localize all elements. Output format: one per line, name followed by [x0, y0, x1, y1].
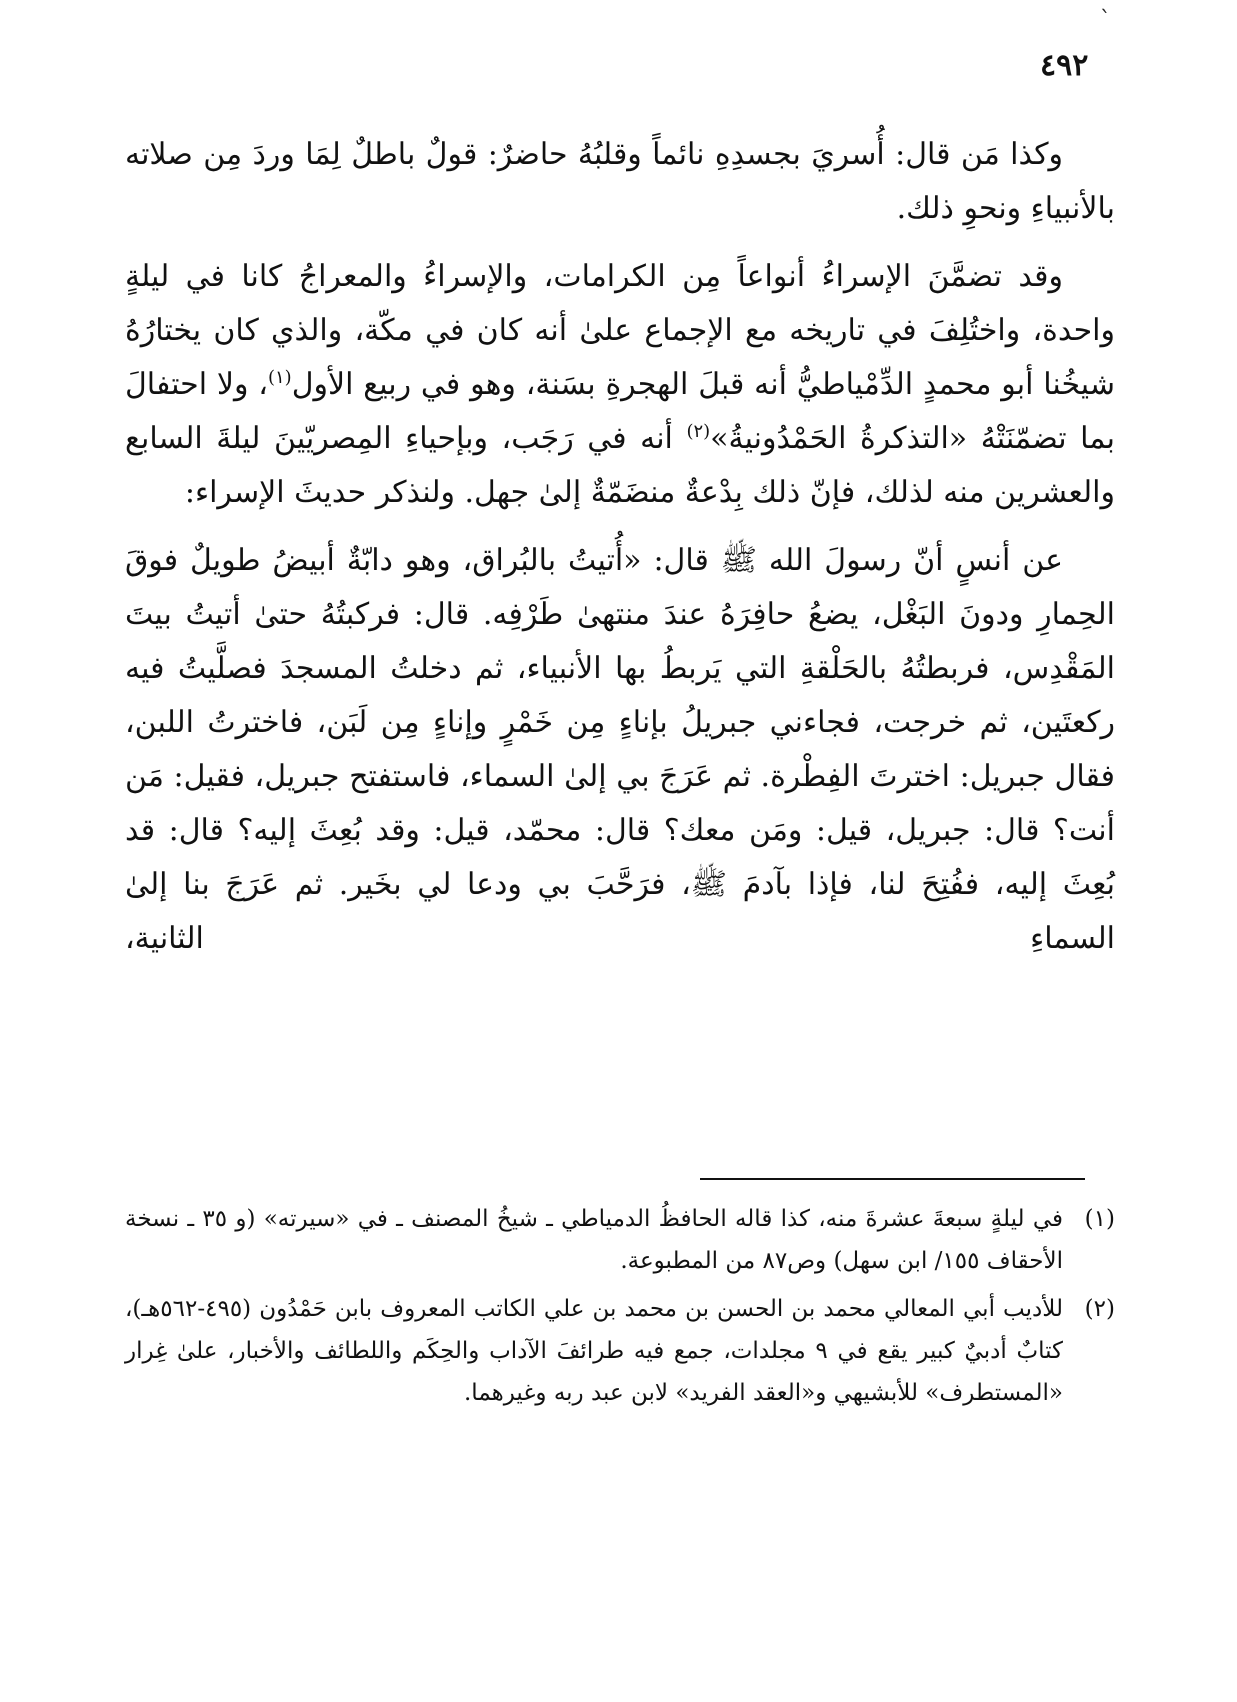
main-text [125, 128, 1115, 980]
footnote-separator [700, 1178, 1085, 1180]
paragraph-2 [125, 250, 1115, 520]
paragraph-2-part-c: أنه في رَجَب، وبإحياءِ المِصريّينَ ليلةَ السابع والعشرين منه لذلك، فإنّ ذلك بِدْعةٌ منضَمّةٌ إلىٰ جهل. ولنذكر حديثَ الإسراء: [125, 421, 1115, 510]
paragraph-2-part-b: ، ولا احتفالَ بما تضمّنَتْهُ «التذكرةُ الحَمْدُونيةُ» [125, 367, 1115, 456]
footnote-2 [125, 1288, 1115, 1414]
footnote-ref-2: (٢) [686, 421, 711, 442]
footnotes [125, 1198, 1115, 1420]
footnote-1 [125, 1198, 1115, 1282]
paragraph-1: وكذا مَن قال: أُسريَ بجسدِهِ نائماً وقلبُهُ حاضرٌ: قولٌ باطلٌ لِمَا وردَ مِن صلاته بالأنبياءِ ونحوِ ذلك. [125, 137, 1115, 226]
footnote-number: (١) [1084, 1206, 1115, 1232]
footnote-text: للأديب أبي المعالي محمد بن الحسن بن محمد بن علي الكاتب المعروف بابن حَمْدُون (٤٩٥-٥٦٢هـ)، كتابٌ أدبيٌ كبير يقع في ٩ مجلدات، جمع فيه طرائفَ الآداب والحِكَم واللطائف والأخبار، علىٰ غِرار «المستطرف» للأبشيهي و«العقد الفريد» لابن عبد ربه وغيرهما. [125, 1296, 1063, 1406]
paragraph-3: عن أنسٍ أنّ رسولَ الله ﷺ قال: «أُتيتُ بالبُراق، وهو دابّةٌ أبيضُ طويلٌ فوقَ الحِمارِ ودونَ البَغْل، يضعُ حافِرَهُ عندَ منتهىٰ طَرْفِه. قال: فركبتُهُ حتىٰ أتيتُ بيتَ المَقْدِس، فربطتُهُ بالحَلْقةِ التي يَربطُ بها الأنبياء، ثم دخلتُ المسجدَ فصلَّيتُ فيه ركعتَين، ثم خرجت، فجاءني جبريلُ بإناءٍ مِن خَمْرٍ وإناءٍ مِن لَبَن، فاخترتُ اللبن، فقال جبريل: اخترتَ الفِطْرة. ثم عَرَجَ بي إلىٰ السماء، فاستفتح جبريل، فقيل: مَن أنت؟ قال: جبريل، قيل: ومَن معك؟ قال: محمّد، قيل: وقد بُعِثَ إليه؟ قال: قد بُعِثَ إليه، ففُتِحَ لنا، فإذا بآدمَ ﷺ، فرَحَّبَ بي ودعا لي بخَير. ثم عَرَجَ بنا إلىٰ السماءِ الثانية، [125, 543, 1116, 956]
paragraph-2-part-a: وقد تضمَّنَ الإسراءُ أنواعاً مِن الكرامات، والإسراءُ والمعراجُ كانا في ليلةٍ واحدة، واختُلِفَ في تاريخه مع الإجماع علىٰ أنه كان في مكّة، والذي كان يختارُهُ شيخُنا أبو محمدٍ الدِّمْياطيُّ أنه قبلَ الهجرةِ بسَنة، وهو في ربيع الأول [125, 259, 1115, 402]
footnote-number: (٢) [1084, 1296, 1115, 1322]
corner-mark: ` [1100, 8, 1111, 33]
footnote-ref-1: (١) [267, 367, 292, 388]
page-number: ٤٩٢ [1040, 48, 1089, 83]
footnote-text: في ليلةٍ سبعةَ عشرةَ منه، كذا قاله الحافظُ الدمياطي ـ شيخُ المصنف ـ في «سيرته» (و ٣٥ ـ نسخة الأحقاف ١٥٥/ ابن سهل) وص٨٧ من المطبوعة. [125, 1206, 1063, 1274]
